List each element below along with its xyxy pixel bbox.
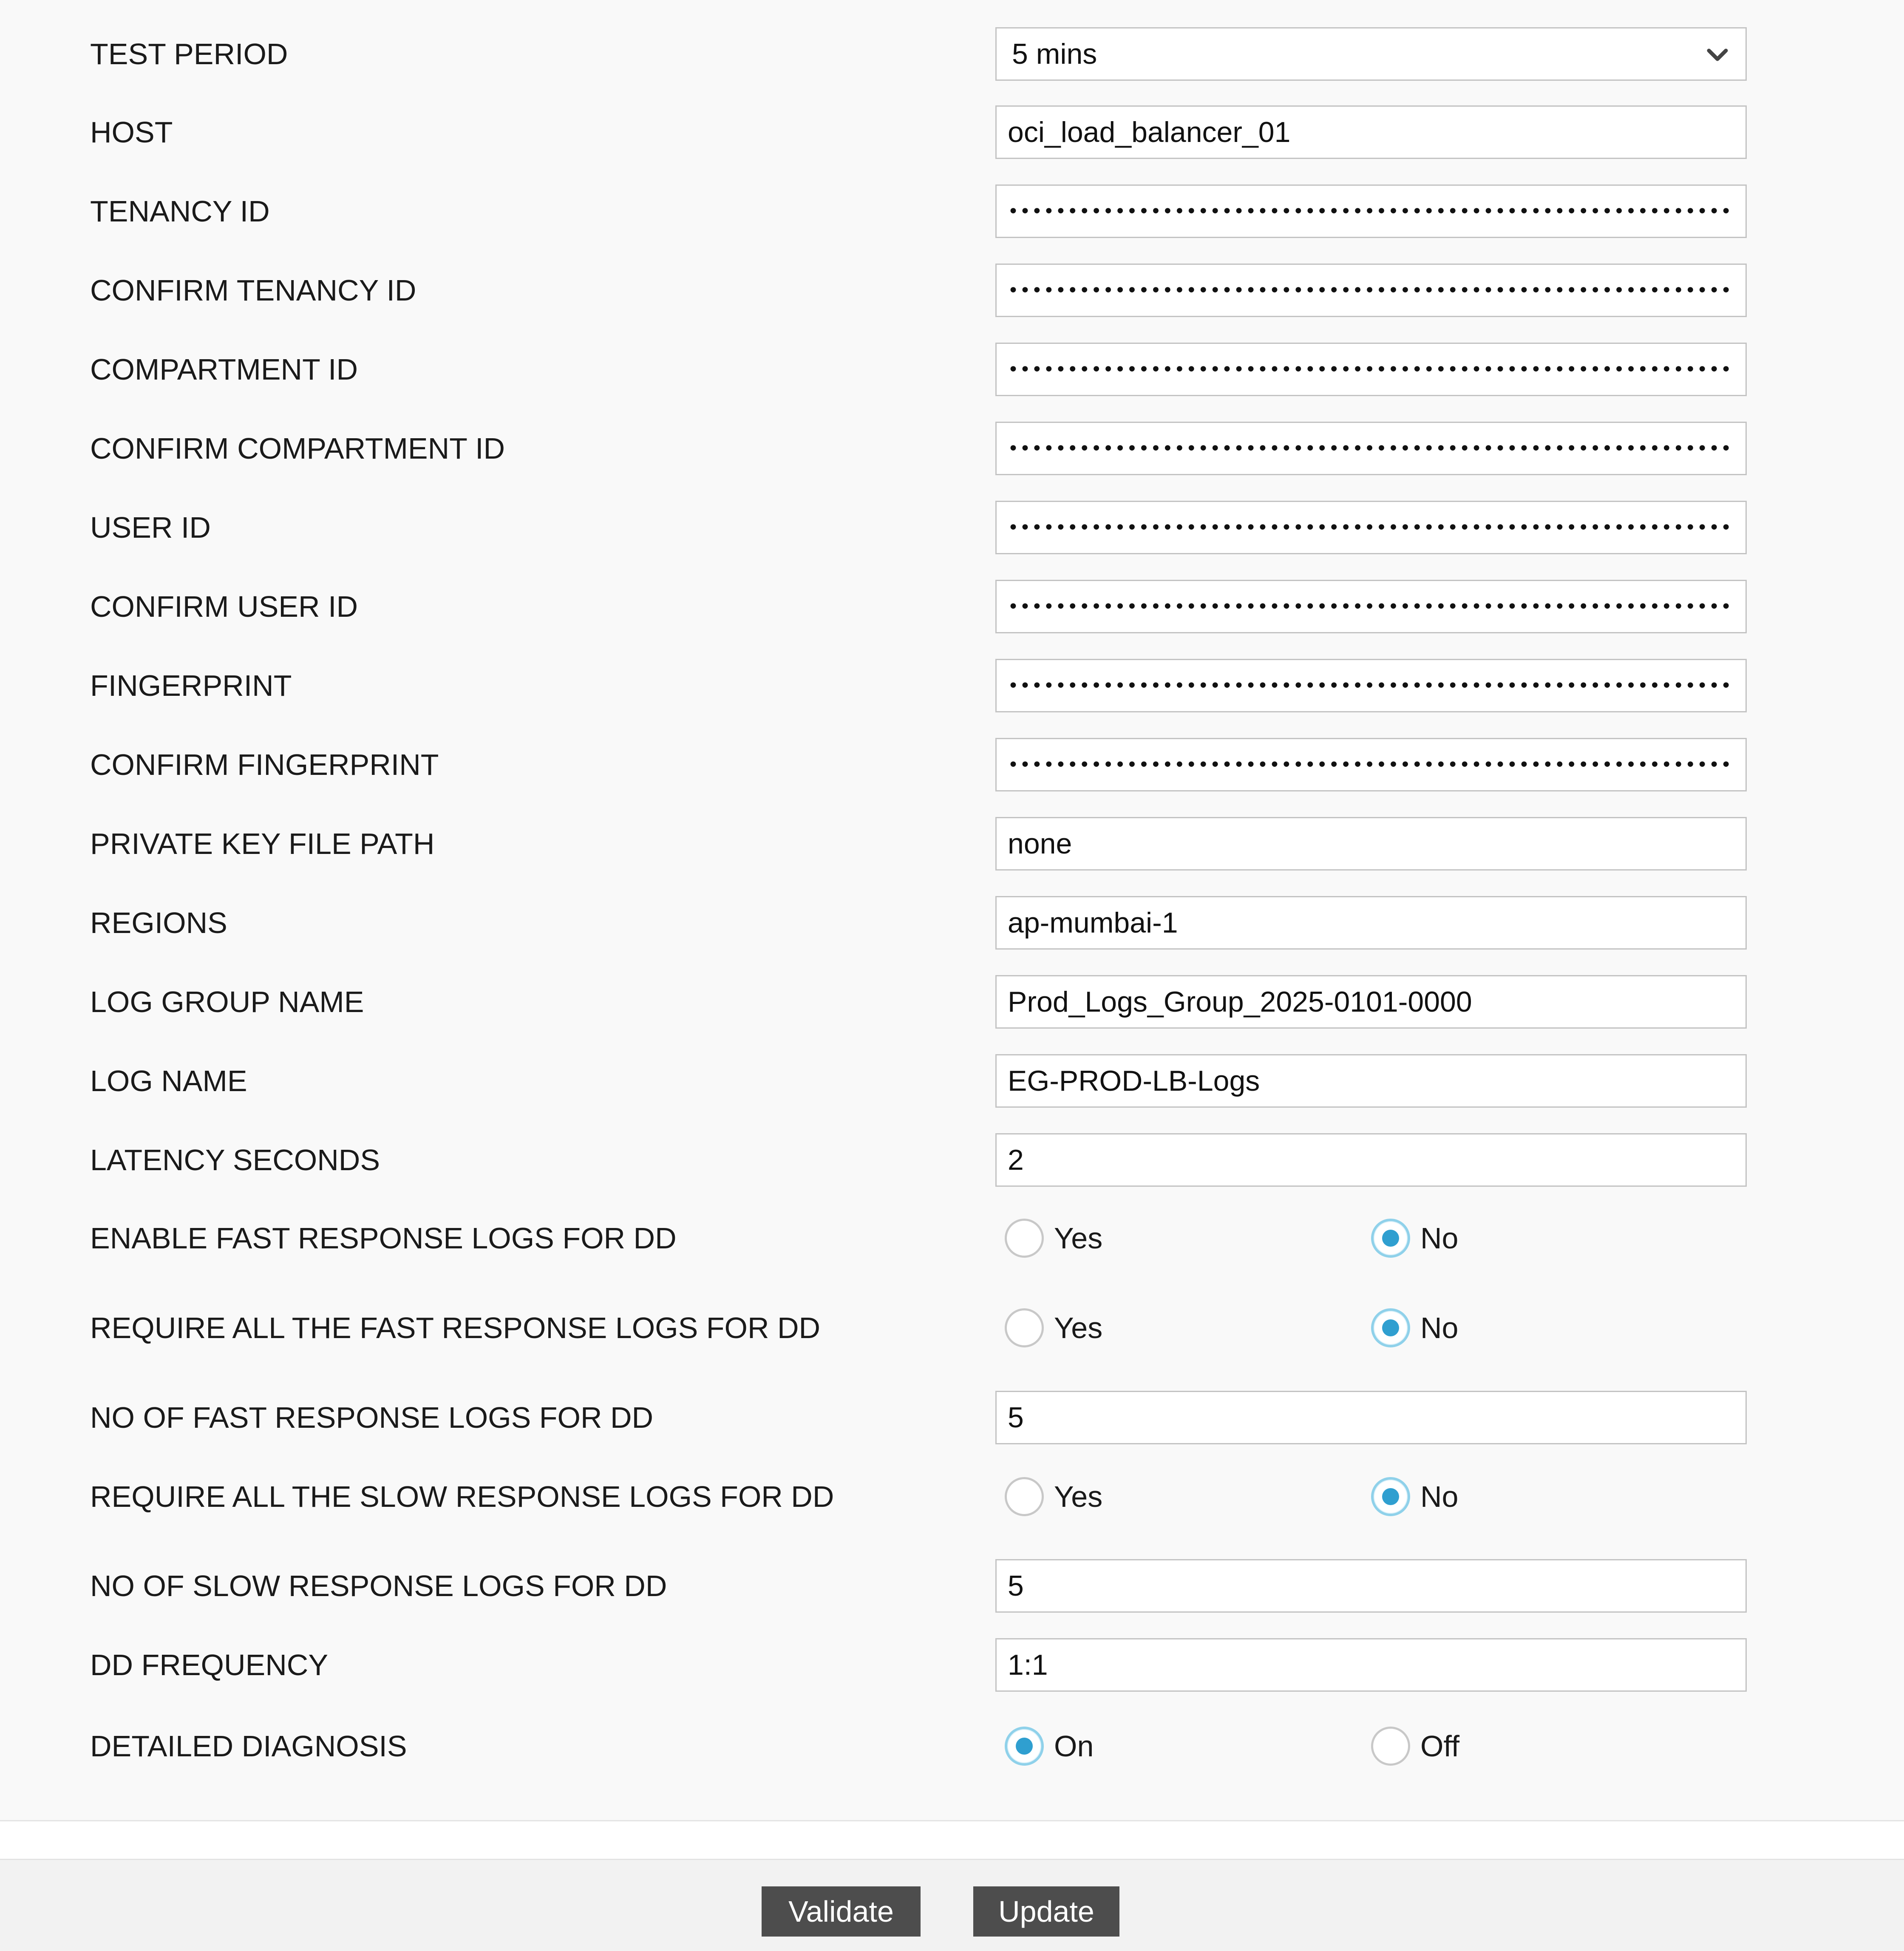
confirm-tenancy-id-input[interactable]	[995, 264, 1747, 317]
section-divider	[0, 1820, 1904, 1860]
radio-label-no: No	[1420, 1222, 1459, 1255]
confirm-user-id-input[interactable]	[995, 580, 1747, 633]
radio-unchecked-icon	[1371, 1727, 1410, 1766]
confirm-compartment-id-label: CONFIRM COMPARTMENT ID	[90, 432, 505, 465]
row-enable-fast-response-logs	[0, 1211, 1904, 1265]
row-compartment-id	[0, 343, 1904, 396]
host-label: HOST	[90, 116, 173, 149]
log-group-name-label: LOG GROUP NAME	[90, 985, 364, 1018]
require-all-fast-response-logs-label: REQUIRE ALL THE FAST RESPONSE LOGS FOR DD	[90, 1311, 821, 1344]
user-id-input[interactable]	[995, 501, 1747, 554]
enable-fast-response-logs-label: ENABLE FAST RESPONSE LOGS FOR DD	[90, 1222, 677, 1255]
fingerprint-input[interactable]	[995, 659, 1747, 712]
compartment-id-label: COMPARTMENT ID	[90, 353, 358, 386]
test-period-select[interactable]	[995, 27, 1747, 81]
radio-label-on: On	[1054, 1730, 1094, 1763]
confirm-tenancy-id-label: CONFIRM TENANCY ID	[90, 274, 416, 307]
no-of-slow-response-logs-input[interactable]	[995, 1559, 1747, 1613]
row-no-of-fast-response-logs	[0, 1391, 1904, 1444]
radio-unchecked-icon	[1005, 1308, 1044, 1347]
row-fingerprint	[0, 659, 1904, 712]
row-no-of-slow-response-logs	[0, 1559, 1904, 1613]
confirm-fingerprint-label: CONFIRM FINGERPRINT	[90, 748, 439, 781]
radio-unchecked-icon	[1005, 1477, 1044, 1516]
log-name-label: LOG NAME	[90, 1064, 247, 1097]
confirm-fingerprint-input[interactable]	[995, 738, 1747, 791]
latency-seconds-label: LATENCY SECONDS	[90, 1143, 380, 1177]
row-confirm-fingerprint	[0, 738, 1904, 791]
log-group-name-input[interactable]	[995, 975, 1747, 1029]
log-name-input[interactable]	[995, 1054, 1747, 1108]
no-of-slow-response-logs-label: NO OF SLOW RESPONSE LOGS FOR DD	[90, 1569, 667, 1602]
tenancy-id-input[interactable]	[995, 184, 1747, 238]
compartment-id-input[interactable]	[995, 343, 1747, 396]
radio-unchecked-icon	[1005, 1219, 1044, 1258]
row-dd-frequency	[0, 1638, 1904, 1692]
no-of-fast-response-logs-label: NO OF FAST RESPONSE LOGS FOR DD	[90, 1401, 654, 1434]
row-require-all-slow-response-logs	[0, 1470, 1904, 1523]
confirm-compartment-id-input[interactable]	[995, 422, 1747, 475]
row-user-id	[0, 501, 1904, 554]
row-host	[0, 105, 1904, 159]
radio-label-yes: Yes	[1054, 1480, 1103, 1513]
radio-checked-icon	[1005, 1727, 1044, 1766]
row-confirm-user-id	[0, 580, 1904, 633]
radio-label-no: No	[1420, 1480, 1459, 1513]
row-latency-seconds	[0, 1133, 1904, 1187]
radio-checked-icon	[1371, 1219, 1410, 1258]
chevron-down-icon	[1706, 44, 1728, 66]
row-log-group-name	[0, 975, 1904, 1029]
form-footer	[0, 1860, 1904, 1951]
row-detailed-diagnosis	[0, 1719, 1904, 1773]
require-all-slow-response-logs-label: REQUIRE ALL THE SLOW RESPONSE LOGS FOR DD	[90, 1480, 834, 1513]
regions-label: REGIONS	[90, 906, 227, 939]
validate-button[interactable]: Validate	[762, 1886, 921, 1937]
radio-label-yes: Yes	[1054, 1222, 1103, 1255]
row-require-all-fast-response-logs	[0, 1301, 1904, 1355]
radio-checked-icon	[1371, 1477, 1410, 1516]
dd-frequency-label: DD FREQUENCY	[90, 1648, 329, 1682]
row-confirm-tenancy-id	[0, 264, 1904, 317]
detailed-diagnosis-label: DETAILED DIAGNOSIS	[90, 1730, 407, 1763]
radio-label-no: No	[1420, 1311, 1459, 1344]
regions-input[interactable]	[995, 896, 1747, 950]
dd-frequency-input[interactable]	[995, 1638, 1747, 1692]
update-button[interactable]: Update	[973, 1886, 1119, 1937]
no-of-fast-response-logs-input[interactable]	[995, 1391, 1747, 1444]
radio-label-yes: Yes	[1054, 1311, 1103, 1344]
private-key-file-path-label: PRIVATE KEY FILE PATH	[90, 827, 435, 860]
test-period-value: 5 mins	[1012, 38, 1097, 70]
row-private-key-file-path	[0, 817, 1904, 871]
tenancy-id-label: TENANCY ID	[90, 195, 270, 228]
row-regions	[0, 896, 1904, 950]
test-period-label: TEST PERIOD	[90, 37, 288, 71]
fingerprint-label: FINGERPRINT	[90, 669, 292, 702]
confirm-user-id-label: CONFIRM USER ID	[90, 590, 358, 623]
radio-label-off: Off	[1420, 1730, 1460, 1763]
radio-checked-icon	[1371, 1308, 1410, 1347]
row-log-name	[0, 1054, 1904, 1108]
host-input[interactable]	[995, 105, 1747, 159]
row-confirm-compartment-id	[0, 422, 1904, 475]
row-test-period	[0, 27, 1904, 81]
row-tenancy-id	[0, 184, 1904, 238]
latency-seconds-input[interactable]	[995, 1133, 1747, 1187]
user-id-label: USER ID	[90, 511, 211, 544]
private-key-file-path-input[interactable]	[995, 817, 1747, 871]
